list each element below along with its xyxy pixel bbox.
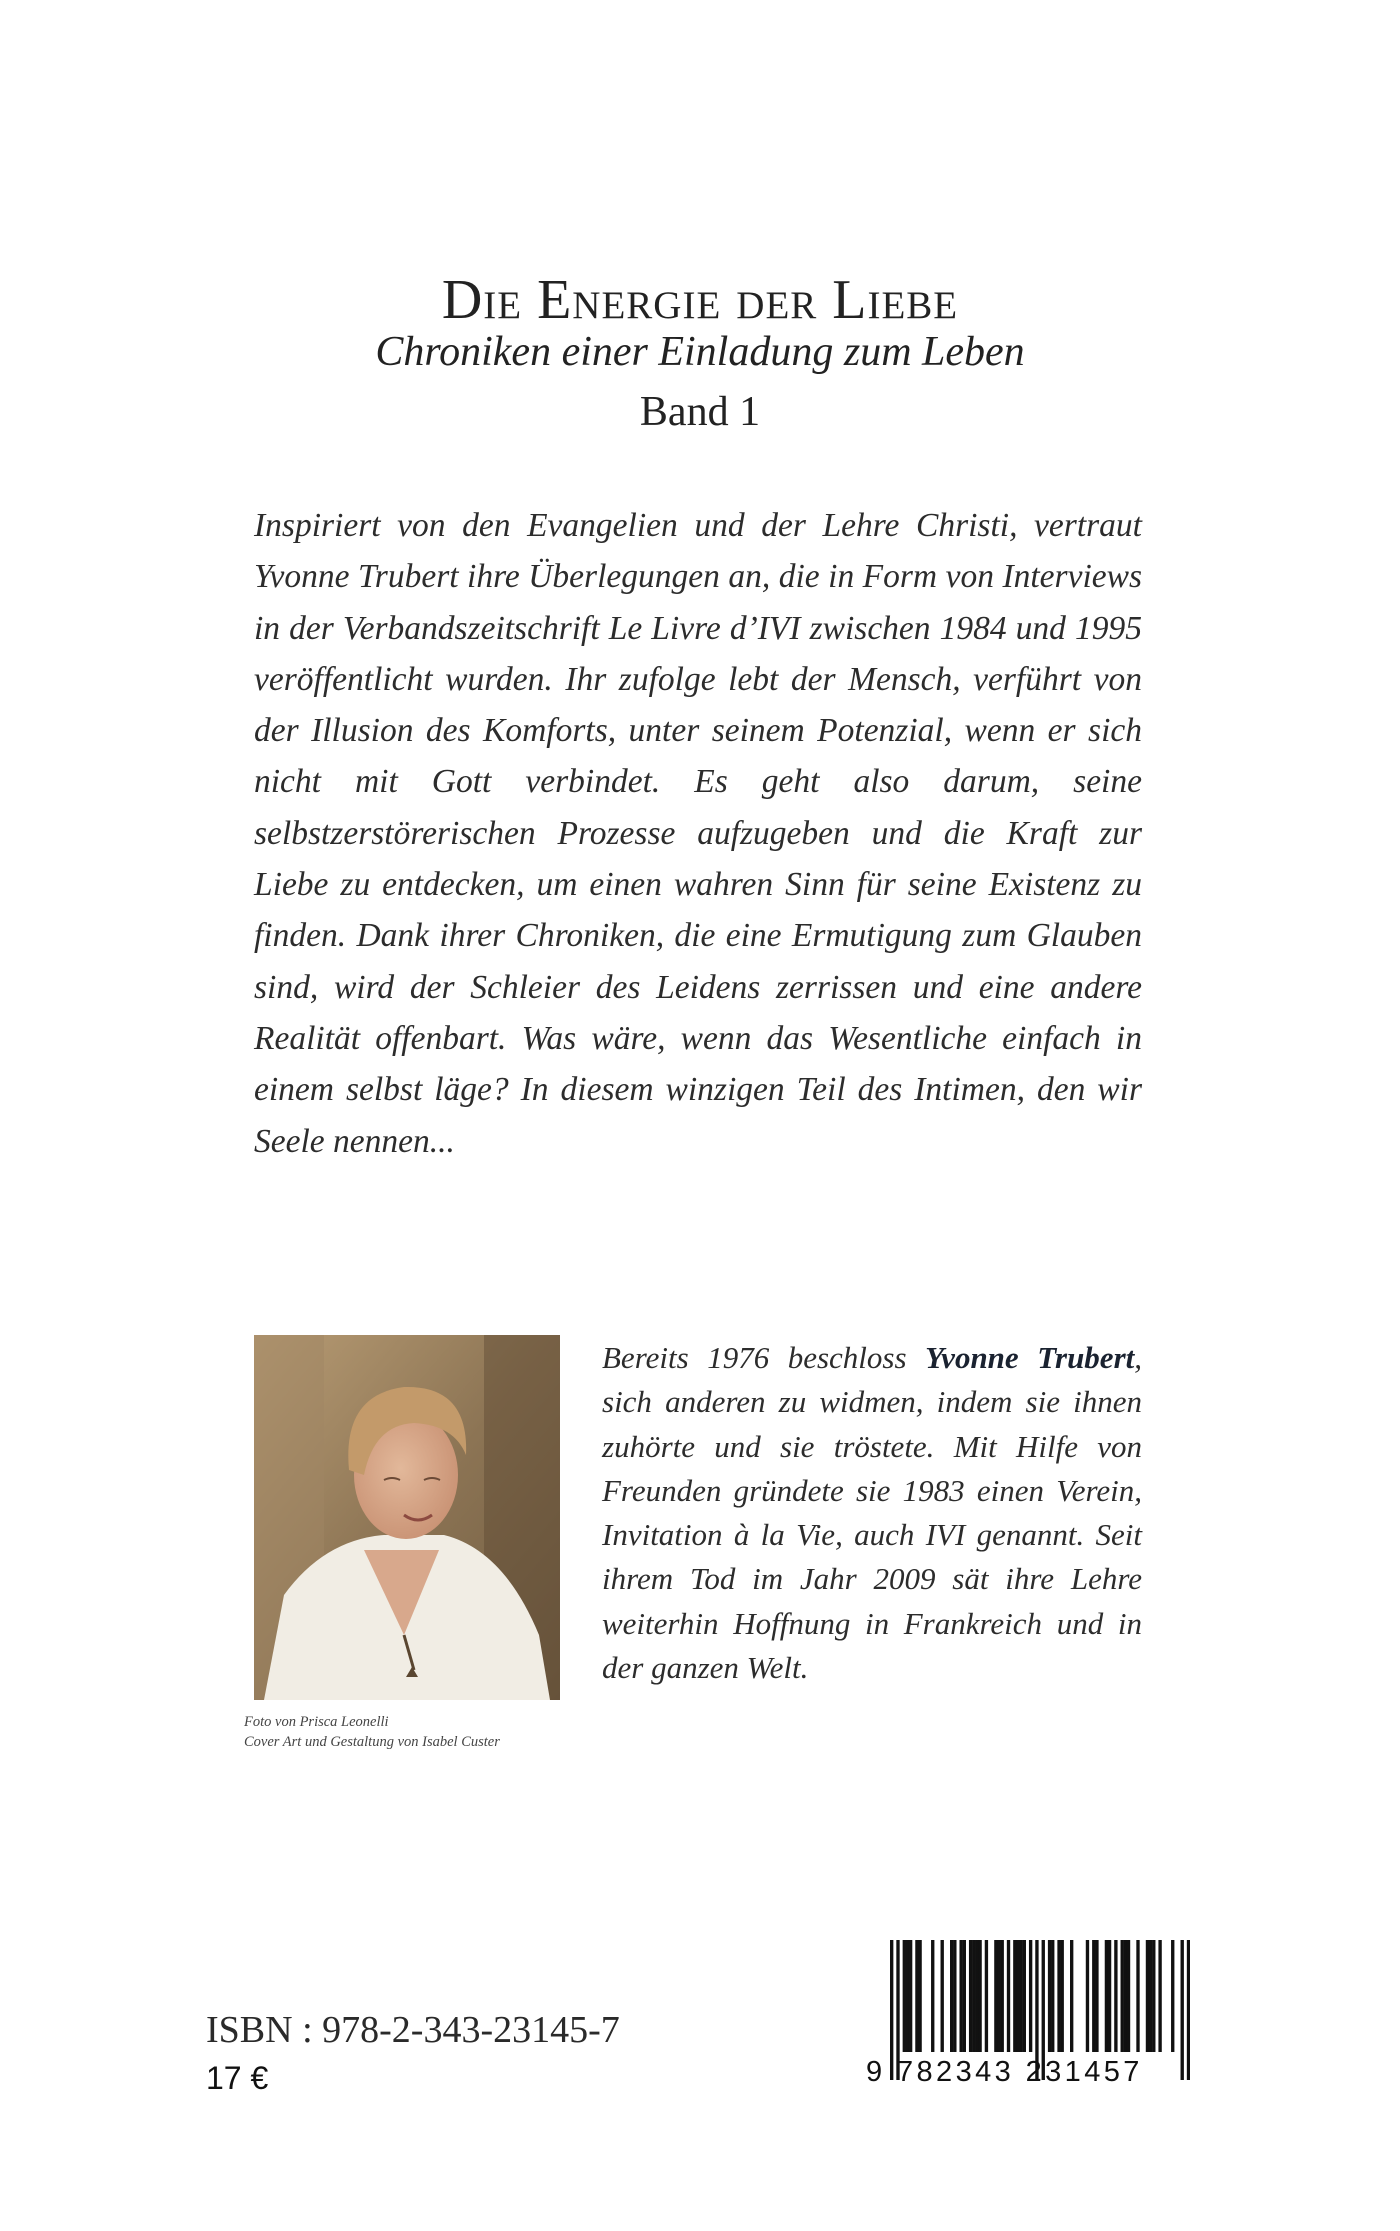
barcode-bar	[1105, 1940, 1108, 2052]
barcode-bar	[1092, 1940, 1095, 2052]
barcode-bar	[1001, 1940, 1004, 2052]
barcode-bar	[1114, 1940, 1117, 2052]
barcode-bar	[1086, 1940, 1089, 2052]
barcode-bar	[1124, 1940, 1127, 2052]
book-subtitle: Chroniken einer Einladung zum Leben	[375, 329, 1025, 375]
barcode-bar	[1070, 1940, 1073, 2052]
barcode-bar	[1013, 1940, 1016, 2052]
barcode-bar	[997, 1940, 1000, 2052]
barcode-bar	[1016, 1940, 1019, 2052]
bio-intro: Bereits 1976 beschloss	[602, 1340, 926, 1375]
barcode-bar	[1149, 1940, 1152, 2052]
barcode-bar	[1029, 1940, 1032, 2052]
barcode-bar	[1136, 1940, 1139, 2052]
author-bio	[602, 1336, 1142, 1690]
barcode-bar	[972, 1940, 975, 2052]
barcode-bar	[931, 1940, 934, 2052]
barcode-bar	[1007, 1940, 1010, 2052]
barcode-bar	[941, 1940, 944, 2052]
author-name: Yvonne Trubert	[925, 1340, 1135, 1375]
barcode-bar	[1057, 1940, 1060, 2052]
photo-credit-line: Foto von Prisca Leonelli	[244, 1714, 389, 1730]
author-photo	[254, 1335, 560, 1700]
barcode-bar	[1051, 1940, 1054, 2052]
barcode-bar	[1108, 1940, 1111, 2052]
cover-credit-line: Cover Art und Gestaltung von Isabel Custer	[244, 1734, 500, 1750]
barcode-bar	[1152, 1940, 1155, 2052]
barcode-bar	[1023, 1940, 1026, 2052]
barcode-bar	[994, 1940, 997, 2052]
barcode-bar	[1121, 1940, 1124, 2052]
barcode-bar	[1019, 1940, 1022, 2052]
barcode-bar	[1146, 1940, 1149, 2052]
barcode-bar	[969, 1940, 972, 2052]
volume-label: Band 1	[639, 389, 761, 435]
book-title: Die Energie der Liebe	[441, 269, 959, 331]
price-label: 17 €	[206, 2060, 269, 2096]
barcode-digits: 9 782343 231457	[866, 2056, 1143, 2088]
barcode-bar	[963, 1940, 966, 2052]
barcode-bar	[975, 1940, 978, 2052]
barcode-bar	[918, 1940, 921, 2052]
barcode-bar	[985, 1940, 988, 2052]
barcode-bar	[1158, 1940, 1161, 2052]
barcode-bar	[1171, 1940, 1174, 2052]
bio-text: , sich anderen zu widmen, indem sie ihnen zuhörte und sie tröstete. Mit Hilfe von Freunden gründete sie 1983 einen Verein, Invitation à la Vie, auch IVI genannt. Seit ihrem Tod im Jahr 2009 sät ihre Lehre weiterhin Hoffnung in Frankreich und in der ganzen Welt.	[602, 1340, 1142, 1686]
barcode-bar	[978, 1940, 981, 2052]
barcode-bar	[959, 1940, 962, 2052]
barcode-bar	[1048, 1940, 1051, 2052]
barcode-bar	[1095, 1940, 1098, 2052]
barcode-bar	[1127, 1940, 1130, 2052]
blurb-text: Inspiriert von den Evangelien und der Lehre Christi, vertraut Yvonne Trubert ihre Überlegungen an, die in Form von Interviews in der Verbandszeitschrift Le Livre d’IVI zwischen 1984 und 1995 veröffentlicht wurden. Ihr zufolge lebt der Mensch, verführt von der Illusion des Komforts, unter seinem Potenzial, wenn er sich nicht mit Gott verbindet. Es geht also darum, seine selbstzerstörerischen Prozesse aufzugeben und die Kraft zur Liebe zu entdecken, um einen wahren Sinn für seine Existenz zu finden. Dank ihrer Chroniken, die eine Ermutigung zum Glauben sind, wird der Schleier des Leidens zerrissen und eine andere Realität offenbart. Was wäre, wenn das Wesentliche einfach in einem selbst läge? In diesem winzigen Teil des Intimen, den wir Seele nennen...	[254, 507, 1142, 1160]
barcode-bar	[909, 1940, 912, 2052]
isbn-label: ISBN : 978-2-343-23145-7	[206, 2009, 620, 2051]
barcode-bar	[915, 1940, 918, 2052]
barcode-bar	[906, 1940, 909, 2052]
barcode-bar	[1061, 1940, 1064, 2052]
barcode-bar	[950, 1940, 953, 2052]
photo-credit	[244, 1712, 584, 1752]
barcode-bar	[903, 1940, 906, 2052]
barcode-bar	[953, 1940, 956, 2052]
